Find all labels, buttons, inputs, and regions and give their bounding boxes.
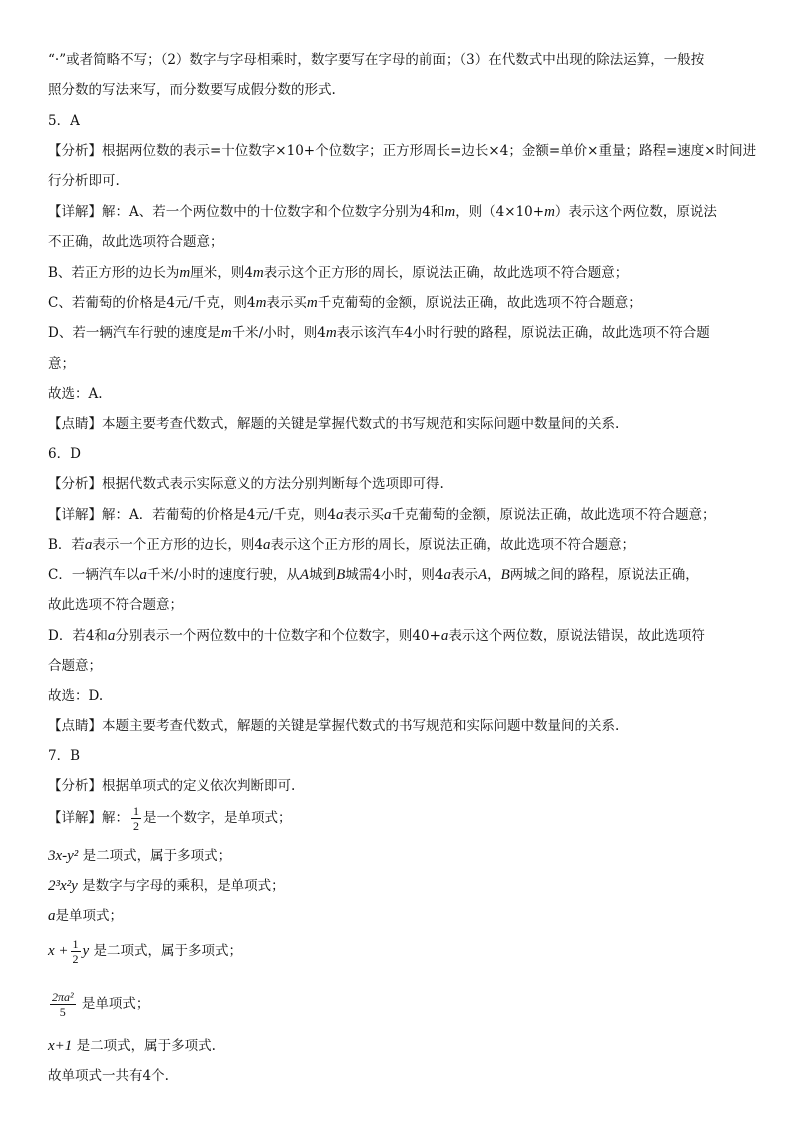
q6-detail-a: 【详解】解：A．若葡萄的价格是4元/千克，则4a表示买a千克葡萄的金额，原说法正确，故此选项不符合题意； — [48, 507, 716, 523]
intro-line-2: 照分数的写法来写，而分数要写成假分数的形式. — [48, 82, 336, 98]
q5-analysis-1: 【分析】根据两位数的表示=十位数字×10+个位数字；正方形周长=边长×4；金额=单价×重量；路程=速度×时间进 — [48, 143, 757, 159]
q5-choice: 故选：A. — [48, 386, 103, 402]
intro-line-1: “·”或者简略不写；（2）数字与字母相乘时，数字要写在字母的前面；（3）在代数式中出现的除法运算，一般按 — [48, 52, 705, 68]
q7-item-2: 3x-y² 是二项式，属于多项式； — [48, 848, 232, 864]
q7-item-7: x+1 是二项式，属于多项式. — [48, 1038, 216, 1054]
q5-detail-2: 不正确，故此选项符合题意； — [48, 234, 224, 250]
q7-item-6: $\frac{\text{2πa²}}{5}$ 是单项式； — [52, 990, 150, 1019]
q5-option-d-cont: 意； — [48, 356, 75, 372]
q5-answer: 5．A — [48, 113, 80, 129]
q7-item-3: 2³x²y 是数字与字母的乘积，是单项式； — [48, 878, 285, 894]
q7-detail-1: 【详解】解： $\frac{1}{2}$ 是一个数字，是单项式； — [48, 804, 292, 833]
q6-analysis: 【分析】根据代数式表示实际意义的方法分别判断每个选项即可得. — [48, 476, 444, 492]
fraction-one-half-b: $\frac{1}{2}$ — [72, 937, 79, 966]
q6-option-b: B．若a表示一个正方形的边长，则4a表示这个正方形的周长，原说法正确，故此选项不符合题意； — [48, 537, 636, 553]
q6-option-d-cont: 合题意； — [48, 658, 102, 674]
q7-analysis: 【分析】根据单项式的定义依次判断即可. — [48, 778, 296, 794]
q5-comment: 【点睛】本题主要考查代数式，解题的关键是掌握代数式的书写规范和实际问题中数量间的关系. — [48, 416, 620, 432]
q6-comment: 【点睛】本题主要考查代数式，解题的关键是掌握代数式的书写规范和实际问题中数量间的关系. — [48, 718, 620, 734]
q5-option-d: D、若一辆汽车行驶的速度是m千米/小时，则4m表示该汽车4小时行驶的路程，原说法正确，故此选项不符合题 — [48, 325, 710, 341]
q5-option-c: C、若葡萄的价格是4元/千克，则4m表示买m千克葡萄的金额，原说法正确，故此选项不符合题意； — [48, 295, 642, 311]
q6-option-d: D．若4和a分别表示一个两位数中的十位数字和个位数字，则40+a表示这个两位数，原说法错误，故此选项符 — [48, 628, 705, 644]
q7-item-4: a是单项式； — [48, 908, 123, 924]
q6-option-c: C．一辆汽车以a千米/小时的速度行驶，从A城到B城需4小时，则4a表示A，B两城之间的路程，原说法正确， — [48, 567, 699, 583]
q5-analysis-2: 行分析即可. — [48, 173, 120, 189]
q5-detail-1: 【详解】解：A、若一个两位数中的十位数字和个位数字分别为4和m，则（4×10+m）表示这个两位数，原说法 — [48, 204, 717, 220]
q7-conclusion: 故单项式一共有4个. — [48, 1068, 169, 1084]
q6-option-c-cont: 故此选项不符合题意； — [48, 597, 183, 613]
q7-answer: 7．B — [48, 748, 81, 764]
q7-item-5: x + $\frac{1}{2}$ y 是二项式，属于多项式； — [48, 937, 242, 966]
q6-choice: 故选：D. — [48, 688, 104, 704]
q5-option-b: B、若正方形的边长为m厘米，则4m表示这个正方形的周长，原说法正确，故此选项不符合题意； — [48, 265, 629, 281]
fraction-one-half: $\frac{1}{2}$ — [133, 804, 139, 833]
q6-answer: 6．D — [48, 446, 81, 462]
fraction-2pi-a2-over-5: $\frac{\text{2πa²}}{5}$ — [52, 990, 74, 1019]
